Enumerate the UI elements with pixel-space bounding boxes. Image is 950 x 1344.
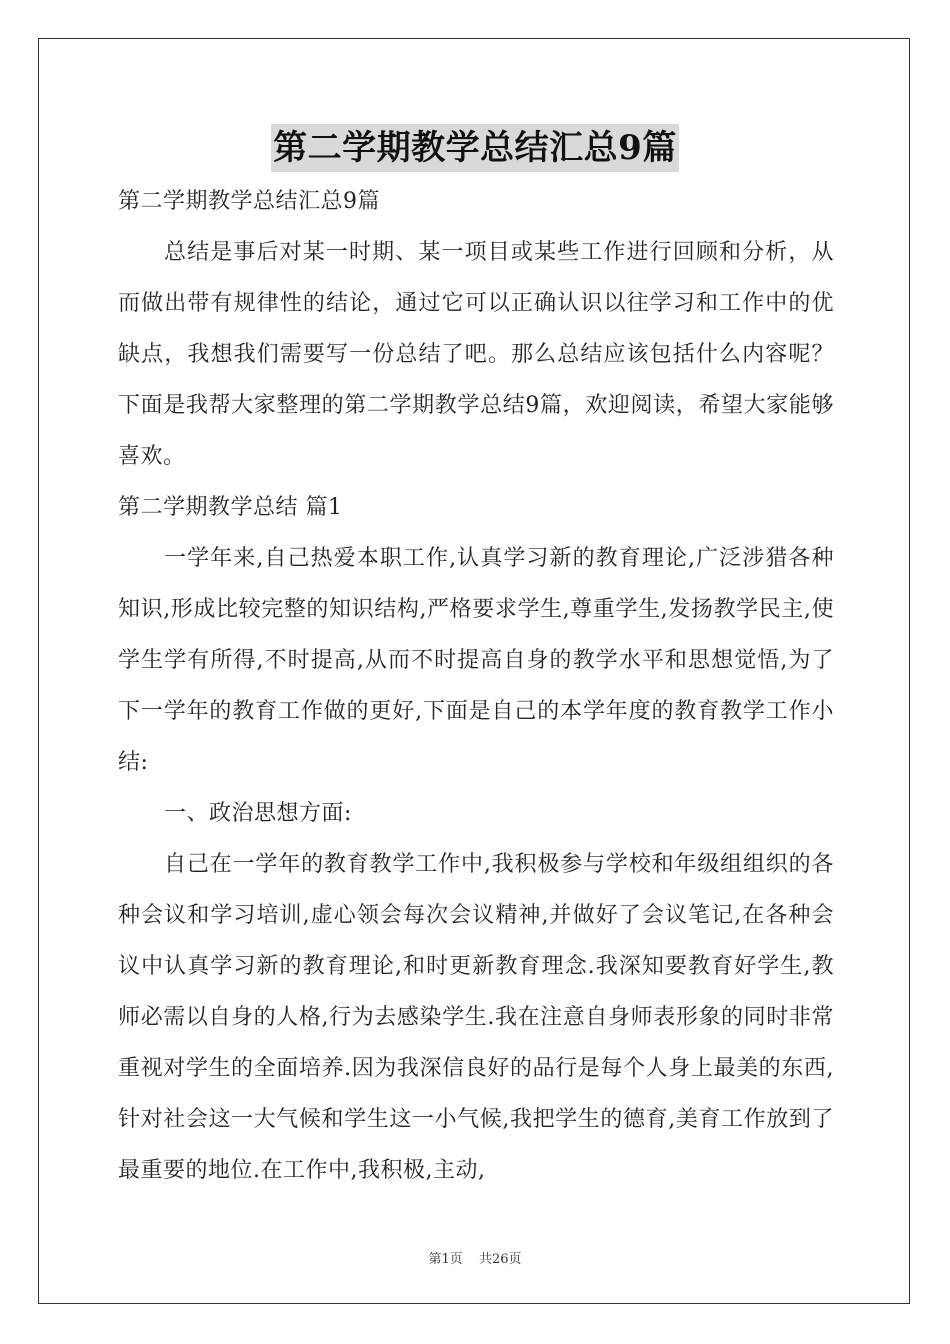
subtitle-line: 第二学期教学总结汇总9篇 [118, 189, 380, 214]
title-container [0, 124, 950, 172]
page-total: 共26页 [478, 1252, 522, 1267]
document-body [118, 176, 834, 1196]
body-paragraph: 一学年来,自己热爱本职工作,认真学习新的教育理论,广泛涉猎各种知识,形成比较完整的知识结构,严格要求学生,尊重学生,发扬教学民主,使学生学有所得,不时提高,从而不时提高自身的教学水平和思想觉悟,为了下一学年的教育工作做的更好,下面是自己的本学年度的教育教学工作小结: [118, 546, 834, 775]
subsection-heading: 一、政治思想方面: [164, 801, 352, 826]
section-heading: 第二学期教学总结 篇1 [118, 495, 343, 520]
document-title: 第二学期教学总结汇总9篇 [271, 124, 679, 172]
body-paragraph: 自己在一学年的教育教学工作中,我积极参与学校和年级组组织的各种会议和学习培训,虚心领会每次会议精神,并做好了会议笔记,在各种会议中认真学习新的教育理论,和时更新教育理念.我深知要教育好学生,教师必需以自身的人格,行为去感染学生.我在注意自身师表形象的同时非常重视对学生的全面培养.因为我深信良好的品行是每个人身上最美的东西,针对社会这一大气候和学生这一小气候,我把学生的德育,美育工作放到了最重要的地位.在工作中,我积极,主动, [118, 852, 834, 1183]
page-footer [0, 1248, 950, 1267]
intro-paragraph: 总结是事后对某一时期、某一项目或某些工作进行回顾和分析，从而做出带有规律性的结论，通过它可以正确认识以往学习和工作中的优缺点，我想我们需要写一份总结了吧。那么总结应该包括什么内容呢？下面是我帮大家整理的第二学期教学总结9篇，欢迎阅读，希望大家能够喜欢。 [118, 240, 834, 469]
page-number: 第1页 [428, 1252, 463, 1267]
